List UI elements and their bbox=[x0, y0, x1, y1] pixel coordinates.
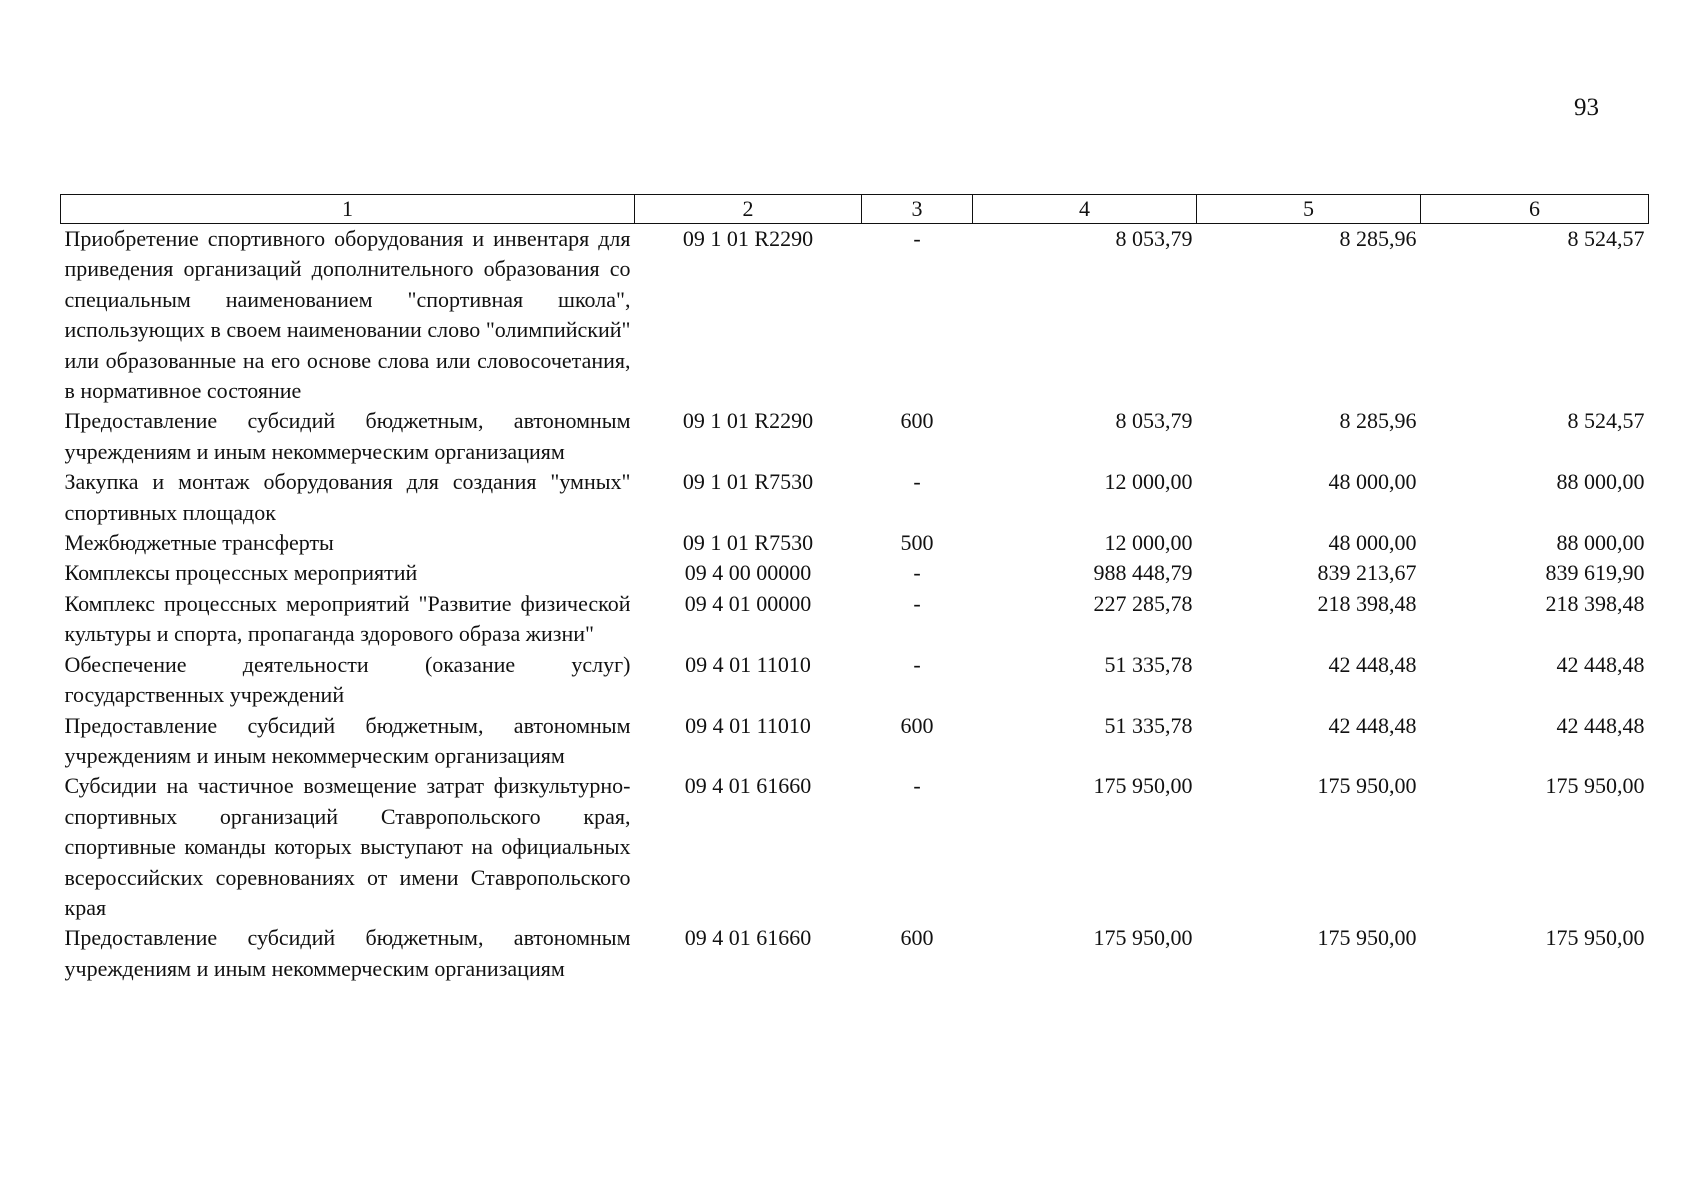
table-row bbox=[61, 406, 1649, 467]
row-amount-col5: 42 448,48 bbox=[1328, 712, 1417, 738]
row-code: 09 4 01 61660 bbox=[684, 773, 812, 799]
row-expense-type: - bbox=[913, 651, 921, 677]
header-row bbox=[61, 195, 1649, 224]
header-col-2: 2 bbox=[635, 195, 862, 224]
row-amount-col4: 8 053,79 bbox=[1115, 226, 1193, 251]
header-col-5: 5 bbox=[1197, 195, 1421, 224]
row-amount-col6: 175 950,00 bbox=[1545, 773, 1645, 799]
row-amount-col5: 48 000,00 bbox=[1328, 530, 1417, 556]
row-code: 09 1 01 R7530 bbox=[682, 469, 814, 495]
row-amount-col5: 48 000,00 bbox=[1328, 469, 1417, 495]
row-code: 09 1 01 R2290 bbox=[682, 408, 814, 434]
row-amount-col6: 175 950,00 bbox=[1545, 925, 1645, 951]
row-amount-col6: 8 524,57 bbox=[1567, 226, 1645, 251]
row-amount-col6: 8 524,57 bbox=[1567, 408, 1645, 434]
row-amount-col6: 42 448,48 bbox=[1556, 712, 1645, 738]
row-expense-type: 500 bbox=[900, 530, 934, 556]
row-amount-col4: 51 335,78 bbox=[1104, 712, 1193, 738]
row-name: Приобретение спортивного оборудования и инвентаря для приведения организаций дополнительного образования со специальным наименованием "спортивная школа", использующих в своем наименовании слово "олимпийский" или образованные на его основе слова или словосочетания, в нормативное состояние bbox=[64, 226, 631, 404]
row-expense-type: 600 bbox=[900, 712, 934, 738]
row-amount-col6: 839 619,90 bbox=[1545, 560, 1645, 586]
table-body bbox=[61, 224, 1649, 985]
table-row bbox=[61, 558, 1649, 588]
table-row bbox=[61, 771, 1649, 923]
row-expense-type: 600 bbox=[900, 408, 934, 434]
row-amount-col5: 8 285,96 bbox=[1339, 226, 1417, 251]
row-code: 09 4 01 11010 bbox=[685, 651, 811, 677]
row-amount-col4: 175 950,00 bbox=[1093, 773, 1193, 799]
row-amount-col4: 12 000,00 bbox=[1104, 469, 1193, 495]
row-amount-col6: 42 448,48 bbox=[1556, 651, 1645, 677]
row-amount-col5: 42 448,48 bbox=[1328, 651, 1417, 677]
row-expense-type: - bbox=[913, 469, 921, 495]
row-name: Межбюджетные трансферты bbox=[64, 530, 334, 556]
row-amount-col4: 12 000,00 bbox=[1104, 530, 1193, 556]
row-amount-col6: 88 000,00 bbox=[1556, 469, 1645, 495]
row-amount-col4: 8 053,79 bbox=[1115, 408, 1193, 434]
table-row bbox=[61, 528, 1649, 558]
row-code: 09 4 01 11010 bbox=[685, 712, 811, 738]
row-amount-col4: 227 285,78 bbox=[1093, 590, 1193, 616]
row-name: Предоставление субсидий бюджетным, автономным учреждениям и иным некоммерческим организациям bbox=[64, 712, 631, 768]
row-amount-col5: 175 950,00 bbox=[1317, 773, 1417, 799]
table-row bbox=[61, 467, 1649, 528]
row-amount-col4: 175 950,00 bbox=[1093, 925, 1193, 951]
table-row bbox=[61, 711, 1649, 772]
row-amount-col5: 8 285,96 bbox=[1339, 408, 1417, 434]
row-amount-col5: 175 950,00 bbox=[1317, 925, 1417, 951]
header-col-4: 4 bbox=[973, 195, 1197, 224]
row-code: 09 1 01 R2290 bbox=[682, 226, 814, 251]
row-expense-type: - bbox=[913, 560, 921, 586]
header-col-1: 1 bbox=[61, 195, 635, 224]
row-amount-col5: 839 213,67 bbox=[1317, 560, 1417, 586]
row-code: 09 4 00 00000 bbox=[684, 560, 812, 586]
row-expense-type: 600 bbox=[900, 925, 934, 951]
table-row bbox=[61, 650, 1649, 711]
table-row bbox=[61, 589, 1649, 650]
row-name: Закупка и монтаж оборудования для создания "умных" спортивных площадок bbox=[64, 469, 631, 525]
table-header bbox=[61, 195, 1649, 224]
row-amount-col5: 218 398,48 bbox=[1317, 590, 1417, 616]
row-name: Комплекс процессных мероприятий "Развитие физической культуры и спорта, пропаганда здорового образа жизни" bbox=[64, 590, 631, 647]
page-number: 93 bbox=[1574, 94, 1599, 121]
row-code: 09 4 01 61660 bbox=[684, 925, 812, 951]
row-name: Предоставление субсидий бюджетным, автономным учреждениям и иным некоммерческим организациям bbox=[64, 408, 631, 464]
row-expense-type: - bbox=[913, 226, 921, 251]
header-col-3: 3 bbox=[862, 195, 973, 224]
row-name: Обеспечение деятельности (оказание услуг) государственных учреждений bbox=[64, 651, 631, 708]
row-amount-col4: 51 335,78 bbox=[1104, 651, 1193, 677]
row-name: Субсидии на частичное возмещение затрат физкультурно-спортивных организаций Ставропольского края, спортивные команды которых выступают на официальных всероссийских соревнованиях от имени Ставропольского края bbox=[64, 773, 631, 920]
row-amount-col6: 218 398,48 bbox=[1545, 590, 1645, 616]
row-expense-type: - bbox=[913, 590, 921, 616]
row-code: 09 1 01 R7530 bbox=[682, 530, 814, 556]
row-expense-type: - bbox=[913, 773, 921, 799]
row-amount-col4: 988 448,79 bbox=[1093, 560, 1193, 586]
row-code: 09 4 01 00000 bbox=[684, 590, 812, 616]
table-row bbox=[61, 923, 1649, 984]
row-name: Комплексы процессных мероприятий bbox=[64, 560, 418, 586]
header-col-6: 6 bbox=[1421, 195, 1649, 224]
budget-table bbox=[60, 194, 1649, 984]
table-row bbox=[61, 224, 1649, 407]
row-name: Предоставление субсидий бюджетным, автономным учреждениям и иным некоммерческим организациям bbox=[64, 925, 631, 981]
row-amount-col6: 88 000,00 bbox=[1556, 530, 1645, 556]
